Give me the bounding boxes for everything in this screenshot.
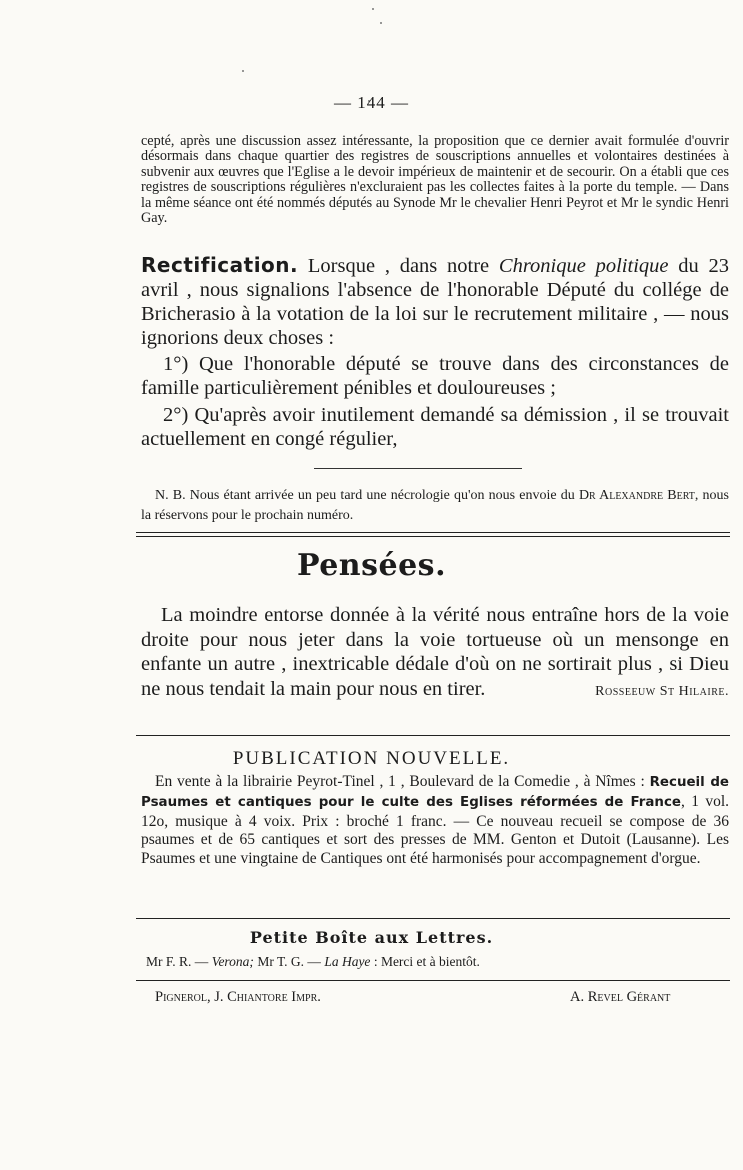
publication-text-a: En vente à la librairie Peyrot-Tinel , 1 , Boulevard de la Comedie , à Nîmes : [155, 773, 650, 790]
rectification-item-1: 1°) Que l'honorable député se trouve dans des circonstances de famille particulièrement pénibles et douloureuses ; [141, 353, 729, 399]
corr-2-name: Mr T. G. — [253, 954, 325, 969]
publication-title: PUBLICATION NOUVELLE. [232, 748, 511, 769]
pensees-text: La moindre entorse donnée à la vérité nous entraîne hors de la voie droite pour nous jeter dans la voie tortueuse où un mensonge en enfante un autre , inextricable dédale d'où on ne sortirait plus , si Dieu ne nous tendait la main pour nous en tirer. [141, 604, 729, 700]
rectification-item-2: 2°) Qu'après avoir inutilement demandé sa démission , il se trouvait actuellement en congé régulier, [141, 404, 729, 450]
rectification-paragraph [141, 253, 729, 350]
footer-manager: A. Revel Gérant [570, 989, 671, 1005]
petite-boite-title: Petite Boîte aux Lettres. [249, 928, 494, 947]
rectification-heading: Rectification. [141, 253, 299, 277]
section-double-rule [136, 532, 730, 537]
corr-1-place: Verona; [211, 954, 254, 969]
nota-bene [141, 486, 729, 526]
rectification-italic: Chronique politique [498, 255, 669, 277]
print-speck [242, 70, 244, 72]
page-number: — 144 — [334, 93, 409, 112]
publication-text-b: , 1 vol. 12o, musique à 4 voix. Prix : broché 1 franc. — Ce nouveau recueil se compose de 36 psaumes et de 65 cantiques et sort des presses de MM. Genton et Dutoit (Lausanne). Les Psaumes et une vingtaine de Cantiques ont été harmonisés pour accompagnement d'orgue. [141, 792, 730, 868]
section-rule [136, 735, 730, 736]
rectification-text-a: Lorsque , dans notre [298, 255, 499, 277]
paragraph-intro: cepté, après une discussion assez intéressante, la proposition que ce dernier avait formulée d'ouvrir désormais dans chaque quartier des registres de souscriptions annuelles et volontaires destinées à subvenir aux œuvres que l'Eglise a le devoir impérieux de maintenir et de secourir. On a établi que ces registres de souscriptions régulières n'excluraient pas les collectes faites à la porte du temple. — Dans la même séance ont été nommés députés au Synode Mr le chevalier Henri Peyrot et Mr le syndic Henri Gay. [141, 133, 729, 227]
nb-lead: N. B. Nous étant arrivée un peu tard une nécrologie qu'on nous envoie du [155, 488, 579, 503]
pensees-signature: Rosseeuw St Hilaire. [595, 683, 729, 699]
section-rule [136, 918, 730, 919]
corr-2-place: La Haye [324, 954, 371, 969]
publication-book-title: Recueil de Psaumes et cantiques pour le culte des Eglises réformées de France [141, 775, 729, 810]
footer-printer: Pignerol, J. Chiantore Impr. [155, 989, 321, 1005]
publication-paragraph [141, 773, 729, 869]
corr-2-msg: : Merci et à bientôt. [370, 954, 480, 969]
pensees-paragraph [141, 603, 729, 704]
print-speck [372, 8, 374, 10]
nb-tail: , nous la réservons pour le prochain numéro. [141, 488, 730, 523]
rectification-text-b: du 23 avril , nous signalions l'absence de l'honorable Député du collége de Bricherasio à la votation de la loi sur le recrutement militaire , — nous ignorions deux choses : [141, 255, 730, 349]
pensees-title: Pensées. [296, 548, 447, 583]
nb-name: Dr Alexandre Bert [578, 488, 695, 503]
correspondence-line [146, 954, 734, 970]
corr-1-name: Mr F. R. — [146, 954, 212, 969]
print-speck [380, 22, 382, 24]
footer-rule [136, 980, 730, 981]
separator-rule [314, 468, 522, 469]
